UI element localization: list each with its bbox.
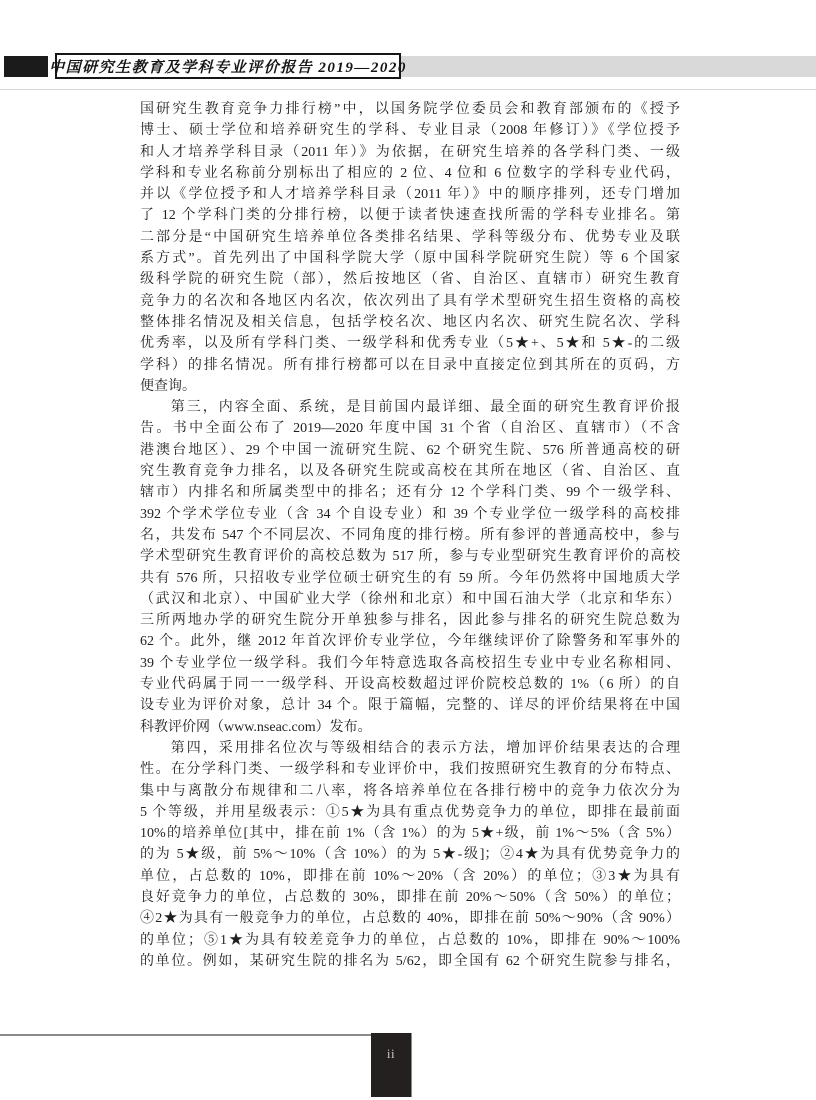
header-black-tab [4, 56, 48, 77]
paragraph [140, 99, 680, 397]
text-line: 博士、硕士学位和培养研究生的学科、专业目录（2008 年修订）》《学位授予 [140, 123, 680, 139]
text-line: 和人才培养学科目录（2011 年）》为依据，在研究生培养的各学科门类、一级 [140, 144, 680, 160]
text-line: 系方式”。首先列出了中国科学院大学（原中国科学院研究生院）等 6 个国家 [140, 251, 680, 267]
footer-rule [0, 1034, 412, 1036]
text-line: 级科学院的研究生院（部），然后按地区（省、自治区、直辖市）研究生教育 [140, 272, 680, 288]
text-line: 5 个等级，并用星级表示：①5★为具有重点优势竞争力的单位，即排在最前面 [140, 804, 680, 820]
text-line: ④2★为具有一般竞争力的单位，占总数的 40%，即排在前 50%～90%（含 90%） [140, 911, 680, 927]
page-number: ii [386, 1046, 396, 1061]
text-line: 的单位；⑤1★为具有较差竞争力的单位，占总数的 10%，即排在 90%～100% [140, 932, 680, 948]
text-line: 便查询。 [140, 378, 196, 394]
text-line: 62 个。此外，继 2012 年首次评价专业学位，今年继续评价了除警务和军事外的 [140, 634, 680, 650]
text-line: 了 12 个学科门类的分排行榜，以便于读者快速查找所需的学科专业排名。第 [140, 208, 680, 224]
text-line: 港澳台地区）、29 个中国一流研究生院、62 个研究生院、576 所普通高校的研 [140, 442, 680, 458]
text-line: 性。在分学科门类、一级学科和专业评价中，我们按照研究生教育的分布特点、 [140, 762, 680, 778]
text-line: 整体排名情况及相关信息，包括学校名次、地区内名次、研究生院名次、学科 [140, 314, 680, 330]
text-line: 第四，采用排名位次与等级相结合的表示方法，增加评价结果表达的合理 [170, 740, 680, 756]
text-line: 二部分是“中国研究生培养单位各类排名结果、学科等级分布、优势专业及联 [140, 229, 680, 245]
text-line: 学科）的排名情况。所有排行榜都可以在目录中直接定位到其所在的页码，方 [140, 357, 680, 373]
text-line: 学术型研究生教育评价的高校总数为 517 所，参与专业型研究生教育评价的高校 [140, 549, 680, 565]
paragraph [140, 738, 680, 972]
text-line: 告。书中全面公布了 2019—2020 年度中国 31 个省（自治区、直辖市）（不含 [140, 421, 680, 437]
text-line: 共有 576 所，只招收专业学位硕士研究生的有 59 所。今年仍然将中国地质大学 [140, 570, 680, 586]
text-line: 学科和专业名称前分别标出了相应的 2 位、4 位和 6 位数字的学科专业代码， [140, 165, 680, 181]
text-line: 优秀率，以及所有学科门类、一级学科和优秀专业（5★+、5★和 5★-的二级 [140, 336, 680, 352]
text-line: 科教评价网（www.nseac.com）发布。 [140, 719, 372, 735]
text-line: 三所两地办学的研究生院分开单独参与排名，因此参与排名的研究生院总数为 [140, 613, 680, 629]
text-line: 第三，内容全面、系统，是目前国内最详细、最全面的研究生教育评价报 [170, 400, 680, 416]
text-line: 国研究生教育竞争力排行榜”中，以国务院学位委员会和教育部颁布的《授予 [140, 102, 680, 117]
paragraph [140, 397, 680, 738]
text-line: 竞争力的名次和各地区内名次，依次列出了具有学术型研究生招生资格的高校 [140, 293, 680, 309]
text-line: 10%的培养单位[其中，排在前 1%（含 1%）的为 5★+级，前 1%～5%（含 5%） [140, 826, 680, 842]
body-text [140, 99, 680, 972]
text-line: 392 个学术学位专业（含 34 个自设专业）和 39 个专业学位一级学科的高校排 [140, 506, 680, 522]
text-line: 集中与离散分布规律和二八率，将各培养单位在各排行榜中的竞争力依次分为 [140, 783, 680, 799]
text-line: 专业代码属于同一一级学科、开设高校数超过评价院校总数的 1%（6 所）的自 [140, 677, 680, 693]
text-line: 39 个专业学位一级学科。我们今年特意选取各高校招生专业中专业名称相同、 [140, 655, 680, 671]
text-line: 良好竞争力的单位，占总数的 30%，即排在前 20%～50%（含 50%）的单位； [140, 889, 680, 905]
header-gray-bar [398, 56, 816, 77]
text-line: 辖市）内排名和所属类型中的排名；还有分 12 个学科门类、99 个一级学科、 [140, 485, 680, 501]
text-line: 的为 5★级，前 5%～10%（含 10%）的为 5★-级]；②4★为具有优势竞争力的 [140, 847, 680, 863]
text-line: 的单位。例如，某研究生院的排名为 5/62，即全国有 62 个研究生院参与排名， [140, 953, 680, 969]
header-title-box [49, 53, 407, 79]
text-line: 并以《学位授予和人才培养学科目录（2011 年）》中的顺序排列，还专门增加 [140, 187, 680, 203]
text-line: 究生教育竞争力排名，以及各研究生院或高校在其所在地区（省、自治区、直 [140, 464, 680, 480]
text-line: 设专业为评价对象，总计 34 个。限于篇幅，完整的、详尽的评价结果将在中国 [140, 698, 680, 714]
header-rule [0, 89, 816, 90]
text-line: 单位，占总数的 10%，即排在前 10%～20%（含 20%）的单位；③3★为具有 [140, 868, 680, 884]
text-line: （武汉和北京）、中国矿业大学（徐州和北京）和中国石油大学（北京和华东） [140, 591, 680, 607]
text-line: 名，共发布 547 个不同层次、不同角度的排行榜。所有参评的普通高校中，参与 [140, 527, 680, 543]
page-number-box [371, 1033, 412, 1097]
report-title: 中国研究生教育及学科专业评价报告 2019—2020 [49, 59, 407, 76]
